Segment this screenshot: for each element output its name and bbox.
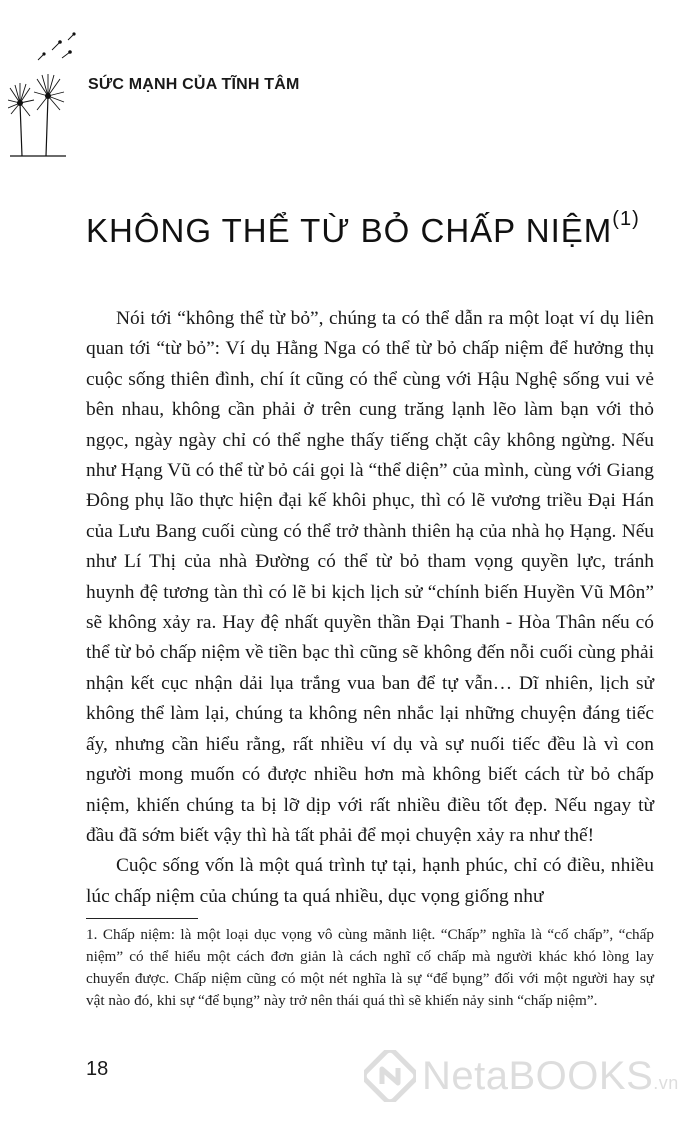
watermark-suffix: .vn: [653, 1072, 679, 1093]
page-number: 18: [86, 1058, 109, 1080]
footnote-divider: [86, 918, 198, 919]
paragraph: Cuộc sống vốn là một quá trình tự tại, hạnh phúc, chỉ có điều, nhiều lúc chấp niệm của chúng ta quá nhiều, dục vọng giống như: [86, 855, 654, 907]
watermark-brand: NetaBOOKS: [422, 1053, 654, 1098]
body-text: [86, 304, 654, 912]
paragraph: Nói tới “không thể từ bỏ”, chúng ta có thể dẫn ra một loạt ví dụ liên quan tới “từ bỏ”: Ví dụ Hằng Nga có thể từ bỏ chấp niệm để hưởng thụ cuộc sống thiên đình, chí ít cũng có thể cùng với Hậu Nghệ sống vui vẻ bên nhau, không cần phải ở trên cung trăng lạnh lẽo làm bạn với thỏ ngọc, ngày ngày chỉ có thể nghe thấy tiếng chặt cây không ngừng. Nếu như Hạng Vũ có thể từ bỏ cái gọi là “thể diện” của mình, cùng với Giang Đông phụ lão thực hiện đại kế khôi phục, thì có lẽ vương triều Đại Hán của Lưu Bang cuối cùng có thể trở thành thiên hạ của nhà họ Hạng. Nếu như Lí Thị của nhà Đường có thể từ bỏ tham vọng quyền lực, tránh huynh đệ tương tàn thì có lẽ bi kịch lịch sử “chính biến Huyền Vũ Môn” sẽ không xảy ra. Hay đệ nhất quyền thần Đại Thanh - Hòa Thân nếu có thể từ bỏ chấp niệm về tiền bạc thì cũng sẽ không đến nỗi cuối cùng phải nhận kết cục nhận dải lụa trắng vua ban để tự vẫn… Dĩ nhiên, lịch sử không thể làm lại, chúng ta không nên nhắc lại những chuyện đáng tiếc ấy, nhưng cần hiểu rằng, rất nhiều ví dụ và sự nuối tiếc đều là vì con người mong muốn có được nhiều hơn mà không biết cách từ bỏ chấp niệm, khiến chúng ta bị lỡ dịp với rất nhiều điều tốt đẹp. Nếu ngay từ đầu đã sớm biết vậy thì hà tất phải để mọi chuyện xảy ra như thế!: [86, 308, 654, 846]
footnote: 1. Chấp niệm: là một loại dục vọng vô cùng mãnh liệt. “Chấp” nghĩa là “cố chấp”, “chấp niệm” có thể hiểu một cách đơn giản là cách nghĩ cố chấp mà người khác khó lòng lay chuyển được. Chấp niệm cũng có một nét nghĩa là sự “để bụng” đối với một người hay sự vật nào đó, khi sự “để bụng” này trở nên thái quá thì sẽ khiến nảy sinh “chấp niệm”.: [86, 926, 654, 1009]
running-title: SỨC MẠNH CỦA TĨNH TÂM: [88, 76, 300, 93]
watermark-text: [422, 1054, 679, 1099]
watermark: [364, 1050, 679, 1102]
chapter-title: [86, 208, 640, 250]
footnote-marker: (1): [612, 208, 640, 230]
chapter-title-text: KHÔNG THỂ TỪ BỎ CHẤP NIỆM: [86, 212, 613, 249]
dandelion-tree-icon: [8, 28, 88, 163]
netabooks-logo-icon: [364, 1050, 416, 1102]
